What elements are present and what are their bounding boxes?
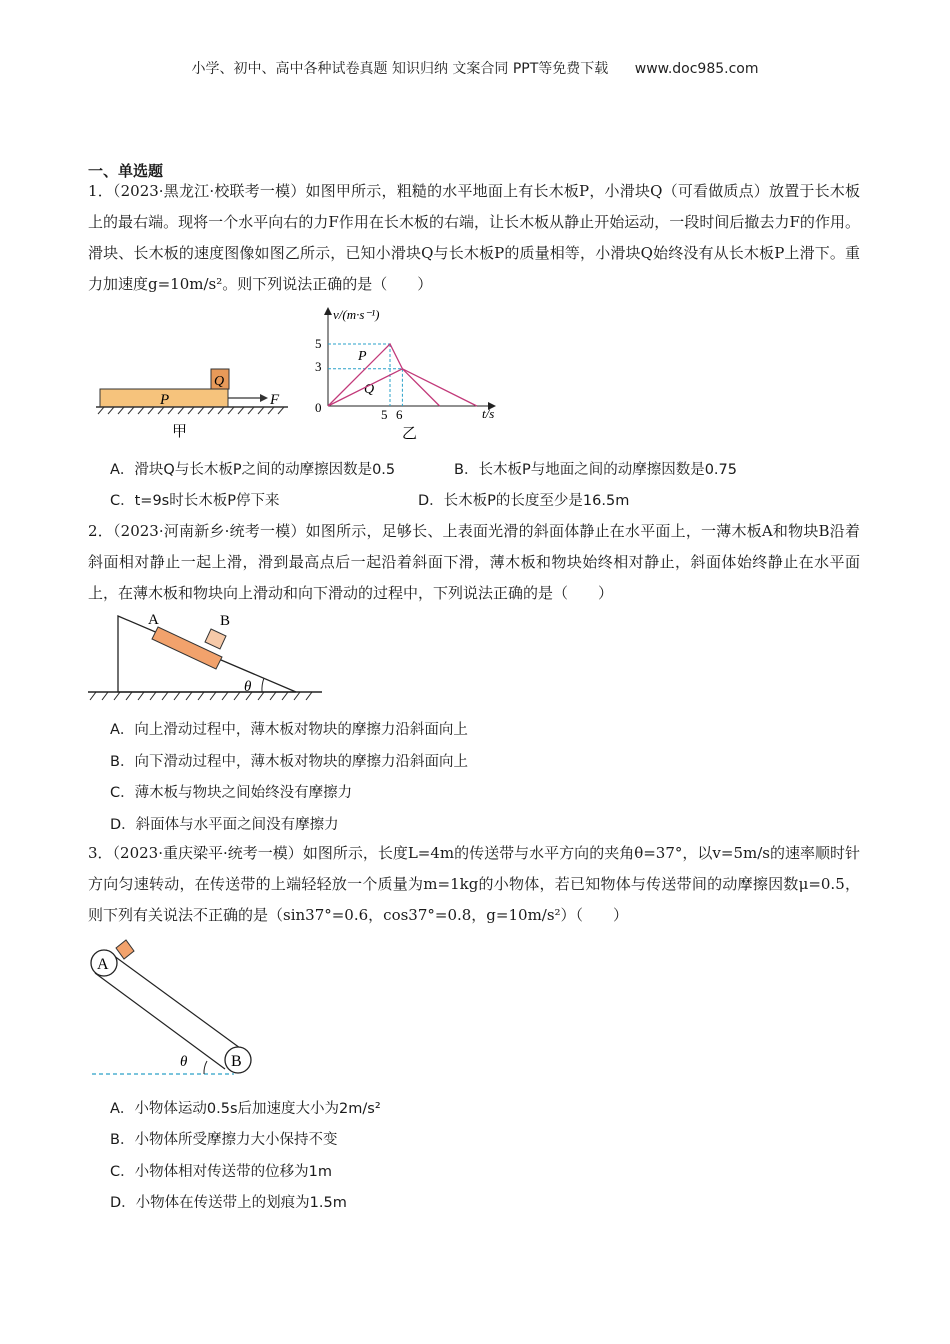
- angle-arc: [204, 1061, 207, 1074]
- x-tick-5: 5: [381, 407, 388, 422]
- label-A: A: [97, 956, 109, 973]
- header-text: 小学、初中、高中各种试卷真题 知识归纳 文案合同 PPT等免费下载: [191, 61, 609, 77]
- origin-label: 0: [315, 400, 322, 415]
- label-F: F: [270, 392, 280, 408]
- caption-yi: 乙: [402, 426, 418, 442]
- y-tick-3: 3: [315, 359, 322, 374]
- figure-q2-incline: [86, 606, 326, 706]
- q1-option-B[interactable]: B．长木板P与地面之间的动摩擦因数是0.75: [454, 462, 737, 478]
- label-B: B: [231, 1053, 242, 1070]
- q1-option-C[interactable]: C．t=9s时长木板P停下来: [110, 493, 280, 509]
- section-title: 一、单选题: [88, 162, 164, 180]
- x-axis-label: t/s: [482, 406, 495, 421]
- q3-option-D[interactable]: D．小物体在传送带上的划痕为1.5m: [110, 1195, 347, 1211]
- figure-jia: [90, 362, 300, 442]
- label-B: B: [220, 613, 231, 629]
- q3-option-C[interactable]: C．小物体相对传送带的位移为1m: [110, 1164, 332, 1180]
- q2-option-A[interactable]: A．向上滑动过程中，薄木板对物块的摩擦力沿斜面向上: [110, 722, 468, 738]
- line-label-P: P: [358, 349, 367, 364]
- block-B: [205, 629, 226, 649]
- y-axis-label: v/(m·s⁻¹): [333, 307, 380, 322]
- q3-option-B[interactable]: B．小物体所受摩擦力大小保持不变: [110, 1132, 338, 1148]
- label-P: P: [160, 392, 170, 408]
- q1-option-A[interactable]: A．滑块Q与长木板P之间的动摩擦因数是0.5: [110, 462, 396, 478]
- y-tick-5: 5: [315, 336, 322, 351]
- question-2-text: 2．（2023·河南新乡·统考一模）如图所示，足够长、上表面光滑的斜面体静止在水平面上，一薄木板A和物块B沿着斜面相对静止一起上滑，滑到最高点后一起沿着斜面下滑，薄木板和物块始终相对静止，斜面体始终静止在水平面上，在薄木板和物块向上滑动和向下滑动的过程中，下列说法正确的是（ ）: [88, 522, 860, 602]
- belt-top: [106, 950, 240, 1048]
- line-label-Q: Q: [364, 382, 375, 397]
- page-header: [0, 58, 950, 78]
- question-1-text: 1．（2023·黑龙江·校联考一模）如图甲所示，粗糙的水平地面上有长木板P，小滑块Q（可看做质点）放置于长木板上的最右端。现将一个水平向右的力F作用在长木板的右端，让长木板从静止开始运动，一段时间后撤去力F的作用。滑块、长木板的速度图像如图乙所示，已知小滑块Q与长木板P的质量相等，小滑块Q始终没有从长木板P上滑下。重力加速度g=10m/s²。则下列说法正确的是（ ）: [88, 182, 860, 293]
- force-arrow-head: [260, 394, 268, 402]
- x-tick-6: 6: [396, 407, 403, 422]
- q1-option-D[interactable]: D．长木板P的长度至少是16.5m: [418, 493, 630, 509]
- figure-yi-vt-graph: [306, 302, 516, 442]
- y-axis-arrow: [324, 307, 332, 315]
- figure-q3-conveyor: [86, 930, 266, 1082]
- q3-option-A[interactable]: A．小物体运动0.5s后加速度大小为2m/s²: [110, 1101, 381, 1117]
- question-3-text: 3．（2023·重庆梁平·统考一模）如图所示，长度L=4m的传送带与水平方向的夹角θ=37°，以v=5m/s的速率顺时针方向匀速转动，在传送带的上端轻轻放一个质量为m=1kg的小物体，若已知物体与传送带间的动摩擦因数μ=0.5，则下列有关说法不正确的是（sin37°=0.6，cos37°=0.8，g=10m/s²）（ ）: [88, 844, 860, 924]
- label-A: A: [148, 612, 159, 628]
- label-Q: Q: [214, 374, 225, 389]
- label-theta: θ: [180, 1054, 188, 1070]
- q2-option-C[interactable]: C．薄木板与物块之间始终没有摩擦力: [110, 785, 353, 801]
- q2-option-B[interactable]: B．向下滑动过程中，薄木板对物块的摩擦力沿斜面向上: [110, 754, 468, 770]
- label-theta: θ: [244, 679, 252, 695]
- small-object: [116, 940, 134, 959]
- belt-bottom: [95, 973, 225, 1069]
- series-line-P: [328, 344, 440, 406]
- ground-hatch: [90, 692, 312, 700]
- caption-jia: 甲: [172, 424, 188, 440]
- header-site: www.doc985.com: [634, 61, 759, 77]
- q2-option-D[interactable]: D．斜面体与水平面之间没有摩擦力: [110, 817, 339, 833]
- ground-hatch: [98, 407, 284, 414]
